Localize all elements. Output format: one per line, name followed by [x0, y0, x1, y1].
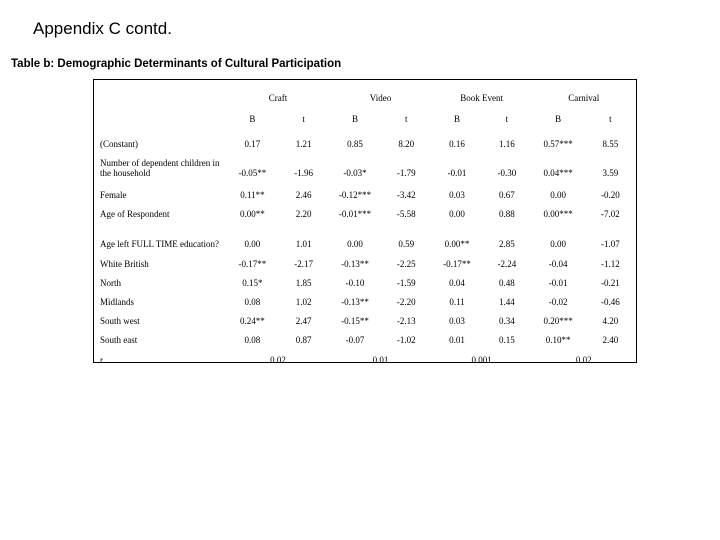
value-cell: 0.11: [449, 297, 465, 307]
value-cell: 0.00: [347, 239, 363, 249]
value-cell: 0.03: [449, 190, 465, 200]
value-cell: -0.17**: [238, 259, 267, 269]
value-cell: -2.25: [396, 259, 416, 269]
value-cell: 0.00: [449, 209, 465, 219]
sub-header-cell: t: [405, 114, 408, 124]
group-header-carnival: Carnival: [568, 93, 600, 103]
value-cell: -1.02: [396, 335, 416, 345]
r-value: 0.001: [471, 355, 492, 365]
value-cell: 0.08: [244, 297, 261, 307]
value-cell: 1.02: [295, 297, 312, 307]
row-label: (Constant): [100, 139, 138, 149]
value-cell: -0.03*: [343, 168, 367, 178]
value-cell: -0.13**: [341, 297, 369, 307]
value-cell: 0.00: [550, 239, 566, 249]
r-value: 0.01: [372, 355, 389, 365]
value-cell: 8.55: [602, 139, 619, 149]
value-cell: -1.12: [601, 259, 620, 269]
r-label: r: [100, 355, 103, 365]
value-cell: -0.21: [601, 278, 620, 288]
row-label: South west: [100, 316, 140, 326]
value-cell: 0.10**: [545, 335, 571, 345]
value-cell: 1.16: [498, 139, 515, 149]
value-cell: -5.58: [396, 209, 416, 219]
value-cell: -0.05**: [238, 168, 267, 178]
value-cell: -1.07: [601, 239, 620, 249]
row-label: Female: [100, 190, 127, 200]
value-cell: 0.03: [449, 316, 465, 326]
sub-header-cell: B: [454, 114, 461, 124]
r-value: 0.02: [575, 355, 592, 365]
value-cell: 0.88: [498, 209, 515, 219]
value-cell: 2.40: [602, 335, 619, 345]
value-cell: -0.01: [447, 168, 467, 178]
value-cell: 1.85: [295, 278, 312, 288]
row-label: Age of Respondent: [100, 209, 170, 219]
value-cell: 0.15*: [242, 278, 263, 288]
table-row: [94, 288, 636, 307]
value-cell: -0.46: [601, 297, 620, 307]
table-caption: Table b: Demographic Determinants of Cultural Participation: [11, 58, 342, 70]
value-cell: 1.01: [295, 239, 312, 249]
value-cell: 0.01: [449, 335, 465, 345]
sub-header-cell: B: [555, 114, 562, 124]
value-cell: 0.67: [498, 190, 515, 200]
value-cell: -3.42: [396, 190, 416, 200]
table-row: [94, 219, 636, 249]
value-cell: -0.20: [601, 190, 620, 200]
value-cell: 0.87: [295, 335, 312, 345]
table-row: [94, 269, 636, 288]
corner-cell: [94, 108, 227, 130]
value-cell: -0.15**: [341, 316, 369, 326]
table-row: [94, 200, 636, 219]
group-header-video: Video: [369, 93, 392, 103]
value-cell: -1.96: [294, 168, 314, 178]
value-cell: -0.12***: [338, 190, 372, 200]
table-row: [94, 249, 636, 269]
value-cell: -0.07: [345, 335, 365, 345]
value-cell: 0.20***: [543, 316, 573, 326]
value-cell: 0.00**: [240, 209, 265, 219]
row-label: Midlands: [100, 297, 135, 307]
sub-header-cell: B: [351, 114, 358, 124]
value-cell: 2.47: [295, 316, 312, 326]
sub-header-cell: t: [609, 114, 612, 124]
value-cell: 0.00: [550, 190, 566, 200]
sub-header-cell: t: [302, 114, 305, 124]
value-cell: 0.17: [244, 139, 261, 149]
value-cell: 0.15: [498, 335, 515, 345]
r-value: 0.02: [270, 355, 286, 365]
group-header-row: [94, 88, 636, 108]
value-cell: 0.85: [347, 139, 363, 149]
value-cell: -0.01***: [338, 209, 372, 219]
value-cell: 8.20: [398, 139, 415, 149]
table-row: [94, 130, 636, 149]
value-cell: 0.08: [244, 335, 261, 345]
value-cell: -2.24: [497, 259, 517, 269]
row-label: Number of dependent children in the household: [100, 158, 220, 178]
value-cell: -1.79: [396, 168, 416, 178]
value-cell: -0.02: [548, 297, 568, 307]
row-label: North: [100, 278, 121, 288]
row-label: White British: [100, 259, 149, 269]
value-cell: 1.44: [498, 297, 515, 307]
value-cell: 0.00**: [444, 239, 470, 249]
value-cell: -2.20: [396, 297, 416, 307]
value-cell: 0.16: [449, 139, 465, 149]
value-cell: 0.00: [244, 239, 261, 249]
value-cell: -0.30: [497, 168, 517, 178]
value-cell: 4.20: [602, 316, 619, 326]
table-row: [94, 178, 636, 200]
value-cell: 0.34: [498, 316, 515, 326]
value-cell: -2.13: [396, 316, 416, 326]
value-cell: 0.24**: [240, 316, 265, 326]
value-cell: 0.04: [449, 278, 465, 288]
group-header-craft: Craft: [268, 93, 288, 103]
value-cell: -0.01: [548, 278, 568, 288]
sub-header-cell: t: [505, 114, 509, 124]
table-row: [94, 326, 636, 345]
r-row: [94, 345, 636, 365]
value-cell: 0.59: [398, 239, 415, 249]
value-cell: -0.10: [345, 278, 365, 288]
value-cell: -0.13**: [341, 259, 369, 269]
corner-cell: [94, 88, 227, 108]
value-cell: 0.00***: [543, 209, 573, 219]
sub-header-cell: B: [249, 114, 256, 124]
value-cell: 3.59: [602, 168, 619, 178]
table-body: [94, 88, 636, 365]
value-cell: 1.21: [295, 139, 312, 149]
table-row: [94, 307, 636, 326]
sub-header-row: [94, 108, 636, 130]
regression-table-frame: [93, 79, 637, 363]
page-heading: Appendix C contd.: [33, 19, 172, 38]
value-cell: -1.59: [396, 278, 416, 288]
value-cell: 2.20: [295, 209, 312, 219]
table-row: [94, 149, 636, 178]
row-label: South east: [100, 335, 138, 345]
value-cell: 2.46: [295, 190, 312, 200]
value-cell: 2.85: [498, 239, 515, 249]
value-cell: -7.02: [601, 209, 620, 219]
group-header-book-event: Book Event: [460, 93, 503, 103]
value-cell: 0.48: [498, 278, 515, 288]
value-cell: -0.04: [548, 259, 568, 269]
value-cell: 0.11**: [240, 190, 265, 200]
row-label: Age left FULL TIME education?: [100, 239, 219, 249]
regression-table: [94, 88, 636, 365]
value-cell: 0.04***: [543, 168, 573, 178]
value-cell: 0.57***: [543, 139, 573, 149]
value-cell: -0.17**: [443, 259, 471, 269]
value-cell: -2.17: [294, 259, 314, 269]
